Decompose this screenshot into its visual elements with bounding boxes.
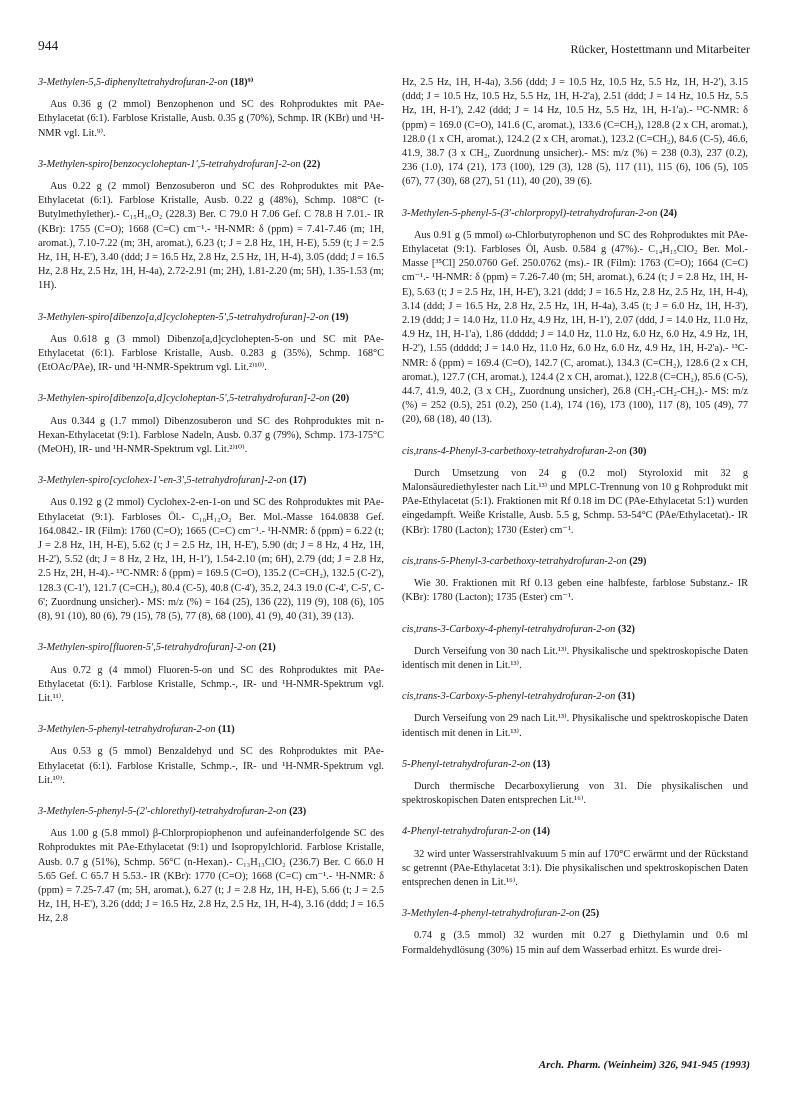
entry-23	[38, 805, 384, 927]
entry-title: cis,trans-3-Carboxy-5-phenyl-tetrahydrofuran-2-on (31)	[402, 691, 635, 703]
entry-body: Aus 0.22 g (2 mmol) Benzosuberon und SC des Rohproduktes mit PAe-Ethylacetat (6:1). Farblose Kristalle, Ausb. 0.22 g (48%), Schmp. 108°C (t-Butylmethylether).- C₁₅H₁₆O₂ (228.3) Ber. C 79.0 H 7.06 Gef. C 78.8 H 7.01.- IR (KBr): 1755 (C=O); 1668 (C=C) cm⁻¹.- ¹H-NMR: δ (ppm) = 7.41-7.46 (m; 1H, aromat.), 7.10-7.22 (m; 3H, aromat.), 6.23 (t; J = 2.8 Hz, 1H, H-E), 5.59 (t; J = 2.5 Hz, 1H, H-E'), 3.40 (ddd; J = 16.5 Hz, 2.8 Hz, 2.5 Hz, 1H, H-4), 3.05 (ddd; J = 16.5 Hz, 2.8 Hz, 2.5 Hz, 1H, H-4a), 2.72-2.91 (m; 2H), 1.81-2.20 (m; 5H), 1.35-1.53 (m; 1H).	[38, 181, 384, 292]
entry-body: Durch Umsetzung von 24 g (0.2 mol) Styroloxid mit 32 g Malonsäurediethylester nach Lit.¹³⁾ und MPLC-Trennung von 10 g Rohprodukt mit PAe-Ethylacetat (5:1). Fraktionen mit Rf 0.18 im DC (PAe-Ethylacetat 5:1) wurden eingedampft. Weiße Kristalle, Ausb. 5.5 g, Schmp. 53-54°C (PAe/Ethylacetat).- IR (KBr): 1780 (Lacton); 1730 (Ester) cm⁻¹.	[402, 467, 748, 536]
entry-body: 32 wird unter Wasserstrahlvakuum 5 min auf 170°C erwärmt und der Rückstand sc getrennt (PAe-Ethylacetat 3:1). Die physikalischen und spektroskopischen Daten entsprechen denen in Lit.¹⁶⁾.	[402, 848, 748, 888]
journal-citation: Arch. Pharm. (Weinheim) 326, 941-945 (1993)	[538, 1059, 750, 1071]
entry-title: cis,trans-5-Phenyl-3-carbethoxy-tetrahydrofuran-2-on (29)	[402, 555, 647, 567]
entry-25	[402, 907, 748, 958]
left-column	[38, 76, 384, 944]
entry-title: 3-Methylen-5,5-diphenyltetrahydrofuran-2-on (18)⁹⁾	[38, 77, 254, 88]
entry-title: cis,trans-3-Carboxy-4-phenyl-tetrahydrofuran-2-on (32)	[402, 623, 635, 635]
entry-body: Aus 0.36 g (2 mmol) Benzophenon und SC des Rohproduktes mit PAe-Ethylacetat (6:1). Farblose Kristalle, Ausb. 0.35 g (70%), Schmp. IR (KBr) und ¹H-NMR vgl. Lit.⁹⁾.	[38, 99, 384, 139]
running-head: Rücker, Hostettmann und Mitarbeiter	[570, 42, 750, 56]
entry-body: Durch Verseifung von 29 nach Lit.¹³⁾. Physikalische und spektroskopische Daten identisch mit denen in Lit.¹³⁾.	[402, 713, 748, 739]
entry-11	[38, 723, 384, 788]
entry-body: Durch Verseifung von 30 nach Lit.¹³⁾. Physikalische und spektroskopische Daten identisch mit denen in Lit.¹³⁾.	[402, 645, 748, 671]
entry-title: 3-Methylen-spiro[benzocycloheptan-1',5-tetrahydrofuran]-2-on (22)	[38, 158, 321, 170]
right-column	[402, 76, 748, 975]
entry-body: 0.74 g (3.5 mmol) 32 wurden mit 0.27 g Diethylamin und 0.6 ml Formaldehydlösung (30%) 15 min auf dem Wasserbad erhitzt. Es wurde drei-	[402, 930, 748, 956]
entry-17	[38, 474, 384, 624]
entry-body: Aus 0.618 g (3 mmol) Dibenzo[a,d]cyclohepten-5-on und SC mit PAe-Ethylacetat (6:1). Farblose Kristalle, Ausb. 0.283 g (35%), Schmp. 168°C (EtOAc/PAe), IR- und ¹H-NMR-Spektrum vgl. Lit.²⁾¹⁰⁾.	[38, 333, 384, 374]
entry-body: Aus 0.53 g (5 mmol) Benzaldehyd und SC des Rohproduktes mit PAe-Ethylacetat (6:1). Farblose Kristalle, Schmp.-, IR- und ¹H-NMR-Spektrum vgl. Lit.¹⁰⁾.	[38, 746, 384, 786]
entry-title: 3-Methylen-spiro[fluoren-5',5-tetrahydrofuran]-2-on (21)	[38, 642, 276, 654]
entry-22	[38, 158, 384, 294]
entry-30	[402, 445, 748, 538]
entry-32	[402, 623, 748, 674]
entry-23-continued	[402, 76, 748, 190]
entry-title: cis,trans-4-Phenyl-3-carbethoxy-tetrahydrofuran-2-on (30)	[402, 445, 647, 457]
entry-20	[38, 392, 384, 457]
entry-title: 3-Methylen-5-phenyl-5-(2'-chlorethyl)-tetrahydrofuran-2-on (23)	[38, 805, 307, 817]
entry-13	[402, 758, 748, 809]
entry-title: 4-Phenyl-tetrahydrofuran-2-on (14)	[402, 826, 551, 838]
entry-title: 5-Phenyl-tetrahydrofuran-2-on (13)	[402, 758, 551, 770]
entry-body: Durch thermische Decarboxylierung von 31. Die physikalischen und spektroskopischen Daten entsprechen Lit.¹⁶⁾.	[402, 780, 748, 807]
entry-body: Hz, 2.5 Hz, 1H, H-4a), 3.56 (ddd; J = 10.5 Hz, 10.5 Hz, 5.5 Hz, 1H, H-2'), 3.15 (ddd; J = 10.5 Hz, 10.5 Hz, 5.5 Hz, 1H, H-2'a), 2.51 (ddd; J = 14 Hz, 10.5 Hz, 5.5 Hz, 1H, H-1'), 2.42 (ddd; J = 14 Hz, 10.5 Hz, 5.5 Hz, 1H, H-1'a).- ¹³C-NMR: δ (ppm) = 169.0 (C=O), 141.6 (C, aromat.), 133.6 (C=CH₂), 128.8 (2 x CH, aromat.), 128.0 (1 x CH, aromat.), 124.2 (2 x CH, aromat.), 123.2 (C=CH₂), 84.6 (C-5), 46.6, 41.9, 38.7 (3 x CH₂, Zuordnung unsicher).- MS: m/z (%) = 238 (0.3), 237 (0.2), 236 (1.0), 174 (21), 173 (100), 129 (3), 128 (5), 117 (11), 115 (6), 106 (5), 105 (67), 77 (30), 68 (27), 51 (11), 40 (20), 39 (6).	[402, 77, 748, 188]
entry-21	[38, 641, 384, 706]
entry-title: 3-Methylen-spiro[dibenzo[a,d]cyclohepten-5',5-tetrahydrofuran]-2-on (19)	[38, 311, 349, 323]
entry-body: Aus 0.192 g (2 mmol) Cyclohex-2-en-1-on und SC des Rohproduktes mit PAe-Ethylacetat (9:1). Farbloses Öl.- C₁₀H₁₂O₂ Ber. Mol.-Masse 164.0838 Gef. 164.0842.- IR (Film): 1760 (C=O); 1665 (C=C) cm⁻¹.- ¹H-NMR: δ (ppm) = 6.22 (t; J = 2.8 Hz, 1H, H-E), 5.62 (t; J = 2.5 Hz, 1H, H-E'), 5.90 (dt; J = 8 Hz, 4 Hz, 1H, H-2'), 5.52 (dt; J = 8 Hz, 2 Hz, 1H, H-1'), 1.54-2.10 (m; 6H), 2.79 (dd; J = 2.8 Hz, 2.5 Hz, 2H, H-4).- ¹³C-NMR: δ (ppm) = 169.5 (C=O), 135.2 (C=CH₂), 132.5 (C-2'), 128.3 (C-1'), 121.7 (C=CH₂), 80.4 (C-5), 40.8 (C-4'), 35.2, 24.3 19.0 (C-4', C-5', C-6'; Zuordnung unsicher).- MS: m/z (%) = 164 (25), 136 (22), 119 (9), 108 (6), 105 (8), 91 (10), 80 (6), 79 (15), 78 (5), 77 (8), 68 (100), 41 (9), 40 (31), 39 (13).	[38, 497, 384, 623]
entry-body: Aus 0.72 g (4 mmol) Fluoren-5-on und SC des Rohproduktes mit PAe-Ethylacetat (6:1). Farblose Kristalle, Schmp.-, IR- und ¹H-NMR-Spektrum vgl. Lit.¹¹⁾.	[38, 664, 384, 704]
entry-title: 3-Methylen-spiro[cyclohex-1'-en-3',5-tetrahydrofuran]-2-on (17)	[38, 475, 307, 487]
entry-24	[402, 207, 748, 428]
entry-body: Aus 0.91 g (5 mmol) ω-Chlorbutyrophenon und SC des Rohproduktes mit PAe-Ethylacetat (9:1). Farbloses Öl, Ausb. 0.584 g (47%).- C₁₄H₁₅ClO₂ Ber. Mol.-Masse [³⁵Cl] 250.0760 Gef. 250.0762 (ms).- IR (Film): 1763 (C=O); 1664 (C=C) cm⁻¹.- ¹H-NMR: δ (ppm) = 7.26-7.40 (m; 5H, aromat.), 6.24 (t; J = 2.8 Hz, 1H, H-E), 5.63 (t; J = 2.5 Hz, 1H, H-E'), 3.21 (ddd; J = 16.5 Hz, 2.8 Hz, 2.5 Hz, 1H, H-4), 3.14 (ddd; J = 16.5 Hz, 2.8 Hz, 2.5 Hz, 1H, H-4a), 3.45 (t; J = 6.0 Hz, 1H, H-3'), 2.19 (ddd; J = 14.0 Hz, 11.0 Hz, 4.9 Hz, 1H, H-1'), 2.07 (ddd, J = 14.0 Hz, 11.0 Hz, 4.9 Hz, 1H, H-1'a), 1.86 (ddddd; J = 14.0 Hz, 11.0 Hz, 6.0 Hz, 6.0 Hz, 4.9 Hz, 1H, H-2'), 1.55 (ddddd; J = 14.0 Hz, 11.0 Hz, 6.0 Hz, 6.0 Hz, 4.9 Hz, 1H, H-2'a).- ¹³C-NMR: δ (ppm) = 169.4 (C=O), 142.7 (C, aromat.), 134.3 (C=CH₂), 128.6 (2 x CH, aromat.), 127.7 (CH, aromat.), 124.4 (2 x CH, aromat.), 122.8 (C=CH₂), 85.6 (C-5), 44.7, 41.9, 40.2, (3 x CH₂, Zuordnung unsicher), 26.8 (CH₂-CH₂-CH₂).- MS: m/z (%) = 252 (0.5), 251 (0.2), 250 (1.4), 174 (16), 173 (100), 117 (8), 105 (49), 77 (20), 68 (18), 40 (13).	[402, 229, 748, 426]
entry-title: 3-Methylen-5-phenyl-tetrahydrofuran-2-on (11)	[38, 724, 235, 736]
entry-14	[402, 825, 748, 890]
entry-title: 3-Methylen-4-phenyl-tetrahydrofuran-2-on (25)	[402, 908, 600, 920]
entry-title: 3-Methylen-5-phenyl-5-(3'-chlorpropyl)-tetrahydrofuran-2-on (24)	[402, 207, 678, 219]
entry-18	[38, 76, 384, 141]
entry-29	[402, 555, 748, 606]
entry-31	[402, 690, 748, 741]
entry-body: Aus 1.00 g (5.8 mmol) β-Chlorpropiophenon und aufeinanderfolgende SC des Rohproduktes mit PAe-Ethylacetat (9:1) und Isopropylchlorid. Farblose Kristalle, Ausb. 0.7 g (51%), Schmp. 56°C (n-Hexan).- C₁₃H₁₃ClO₂ (236.7) Ber. C 66.0 H 5.65 Gef. C 65.7 H 5.53.- IR (KBr): 1770 (C=O); 1668 (C=C) cm⁻¹.- ¹H-NMR: δ (ppm) = 7.25-7.47 (m; 5H, aromat.), 6.27 (t; J = 2.8 Hz, 1H, H-E), 5.66 (t; J = 2.5 Hz, 1H, H-E'), 3.26 (ddd; J = 16.5 Hz, 2.8 Hz, 2.5 Hz, 1H, H-4), 3.16 (ddd; J = 16.5 Hz, 2.8	[38, 828, 384, 925]
entry-19	[38, 311, 384, 376]
page-number: 944	[38, 38, 59, 53]
entry-body: Aus 0.344 g (1.7 mmol) Dibenzosuberon und SC des Rohproduktes mit n-Hexan-Ethylacetat (9:1). Farblose Nadeln, Ausb. 0.37 g (79%), Schmp. 173-175°C (MeOH), IR- und ¹H-NMR-Spektrum vgl. Lit.²⁾¹⁰⁾.	[38, 415, 384, 456]
entry-title: 3-Methylen-spiro[dibenzo[a,d]cycloheptan-5',5-tetrahydrofuran]-2-on (20)	[38, 393, 350, 405]
entry-body: Wie 30. Fraktionen mit Rf 0.13 geben eine halbfeste, farblose Substanz.- IR (KBr): 1780 (Lacton); 1735 (Ester) cm⁻¹.	[402, 578, 748, 604]
